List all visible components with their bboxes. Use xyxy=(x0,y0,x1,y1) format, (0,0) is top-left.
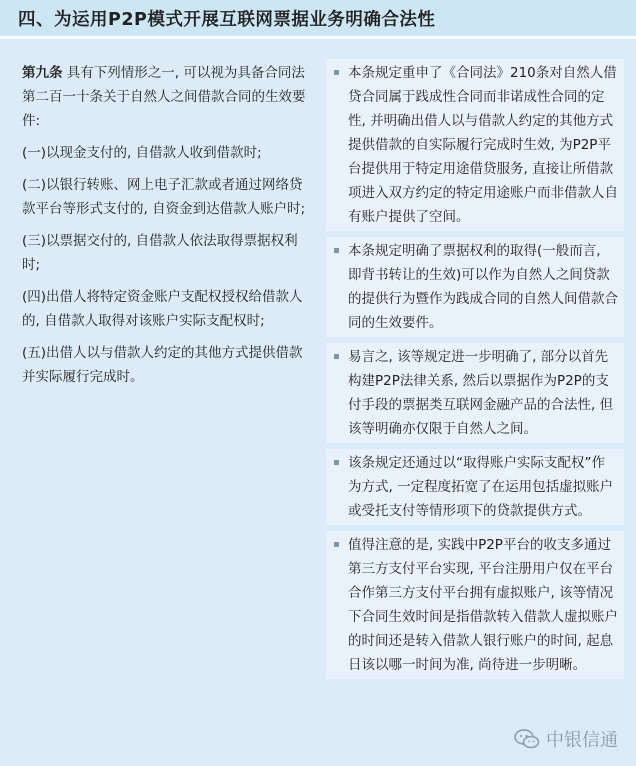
commentary-item xyxy=(326,531,624,679)
article-intro-text: 具有下列情形之一, 可以视为具备合同法第二百一十条关于自然人之间借款合同的生效要件: xyxy=(22,65,306,129)
article-item: (二)以银行转账、网上电子汇款或者通过网络贷款平台等形式支付的, 自资金到达借款人账户时; xyxy=(22,177,306,217)
content-area xyxy=(0,39,636,766)
article-item: (一)以现金支付的, 自借款人收到借款时; xyxy=(22,145,262,161)
square-bullet-icon xyxy=(334,248,339,253)
commentary-text: 易言之, 该等规定进一步明确了, 部分以首先构建P2P法律关系, 然后以票据作为P2P的支付手段的票据类互联网金融产品的合法性, 但该等明确亦仅限于自然人之间。 xyxy=(348,349,614,437)
article-item: (四)出借人将特定资金账户支配权授权给借款人的, 自借款人取得对该账户实际支配权时; xyxy=(22,289,303,329)
article-number: 第九条 xyxy=(22,65,63,81)
article-item: (三)以票据交付的, 自借款人依法取得票据权利时; xyxy=(22,233,298,273)
article-intro xyxy=(22,61,308,133)
section-header xyxy=(0,0,636,36)
article-item: (五)出借人以与借款人约定的其他方式提供借款并实际履行完成时。 xyxy=(22,345,303,385)
commentary-item xyxy=(326,449,624,525)
square-bullet-icon xyxy=(334,542,339,547)
commentary-text: 本条规定重申了《合同法》210条对自然人借贷合同属于践成性合同而非诺成性合同的定性, 并明确出借人以与借款人约定的其他方式提供借款的自实际履行完成时生效, 为P2P平台提供用于特定用途借贷服务, 直接让所借款项进入双方约定的特定用途账户而非借款人自有账户提供了空间。 xyxy=(348,65,618,225)
square-bullet-icon xyxy=(334,70,339,75)
commentary-item xyxy=(326,59,624,231)
square-bullet-icon xyxy=(334,354,339,359)
commentary-text: 本条规定明确了票据权利的取得(一般而言, 即背书转让的生效)可以作为自然人之间贷款的提供行为暨作为践成合同的自然人间借款合同的生效要件。 xyxy=(348,243,618,331)
watermark-text: 中银信通 xyxy=(546,730,618,751)
square-bullet-icon xyxy=(334,460,339,465)
commentary-item xyxy=(326,343,624,443)
commentary-text: 值得注意的是, 实践中P2P平台的收支多通过第三方支付平台实现, 平台注册用户仅在平台合作第三方支付平台拥有虚拟账户, 该等情况下合同生效时间是指借款转入借款人虚拟账户的时间还是转入借款人银行账户的时间, 起息日该以哪一时间为准, 尚待进一步明晰。 xyxy=(348,537,618,673)
commentary-text: 该条规定还通过以“取得账户实际支配权”作为方式, 一定程度拓宽了在运用包括虚拟账户或受托支付等情形项下的贷款提供方式。 xyxy=(348,455,614,519)
commentary-item xyxy=(326,237,624,337)
commentary-list xyxy=(326,59,624,685)
watermark xyxy=(514,726,618,752)
law-article xyxy=(22,61,308,397)
wechat-icon xyxy=(514,728,540,750)
section-title: 四、为运用P2P模式开展互联网票据业务明确合法性 xyxy=(18,10,436,30)
